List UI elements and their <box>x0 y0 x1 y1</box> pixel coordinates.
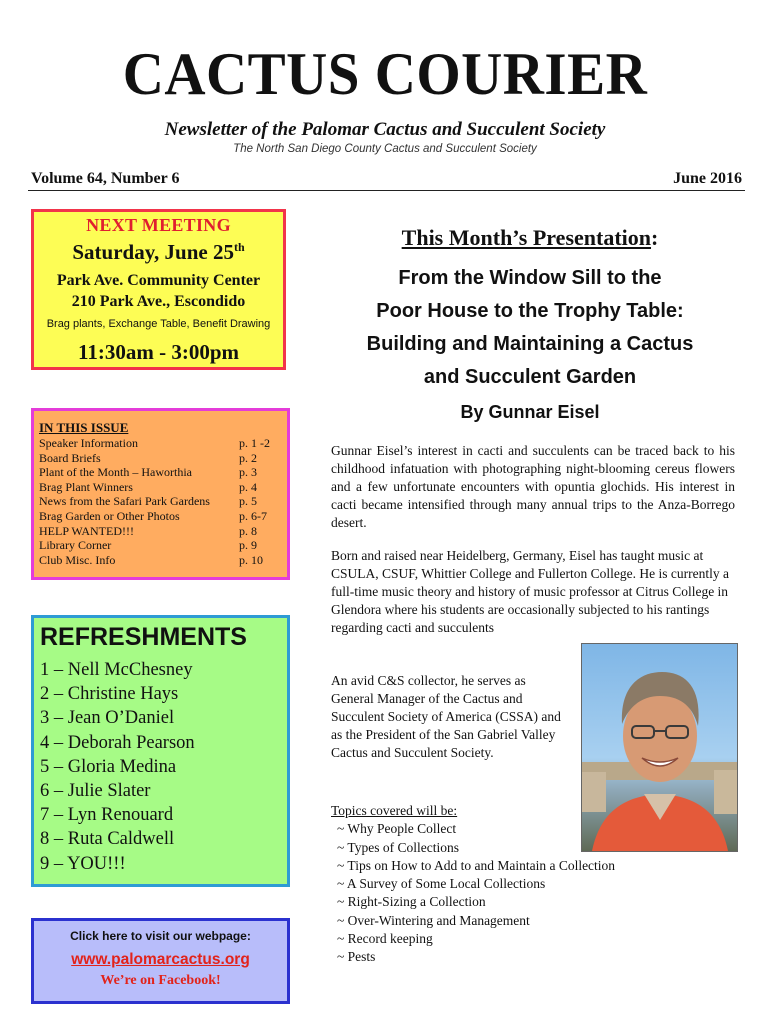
newsletter-title: CACTUS COURIER <box>122 41 648 107</box>
presentation-title <box>330 262 730 394</box>
website-link[interactable]: www.palomarcactus.org <box>71 951 250 968</box>
facebook-link[interactable]: We’re on Facebook! <box>100 973 221 988</box>
topics-heading: Topics covered will be: <box>331 803 458 818</box>
toc-row <box>39 494 287 509</box>
refreshments-box <box>31 615 290 887</box>
volume-number: Volume 64, Number 6 <box>31 170 180 187</box>
toc-item-title: Library Corner <box>39 538 112 553</box>
meeting-time: 11:30am - 3:00pm <box>78 340 239 364</box>
topic-item: ~ Types of Collections <box>337 839 459 855</box>
refreshment-volunteer: 8 – Ruta Caldwell <box>40 829 175 850</box>
table-of-contents <box>39 436 287 567</box>
refreshment-volunteer: 2 – Christine Hays <box>40 684 179 705</box>
toc-item-page: p. 3 <box>239 465 257 480</box>
toc-item-page: p. 2 <box>239 450 257 465</box>
topic-item: ~ Record keeping <box>337 931 433 947</box>
webpage-label: Click here to visit our webpage: <box>70 929 251 943</box>
toc-item-title: Board Briefs <box>39 450 101 465</box>
meeting-venue <box>34 270 283 312</box>
next-meeting-heading: NEXT MEETING <box>86 215 231 235</box>
newsletter-tagline: The North San Diego County Cactus and Succulent Society <box>233 143 537 155</box>
presentation-title-line: Poor House to the Trophy Table: <box>376 300 684 322</box>
toc-item-page: p. 10 <box>239 552 263 567</box>
toc-item-page: p. 4 <box>239 479 257 494</box>
toc-item-page: p. 6-7 <box>239 508 267 523</box>
meeting-extras: Brag plants, Exchange Table, Benefit Drawing <box>46 318 271 330</box>
toc-item-page: p. 8 <box>239 523 257 538</box>
refreshment-volunteer: 7 – Lyn Renouard <box>40 805 174 826</box>
topic-item: ~ Over-Wintering and Management <box>337 912 530 928</box>
toc-item-page: p. 5 <box>239 494 257 509</box>
refreshment-volunteer: 1 – Nell McChesney <box>40 660 193 680</box>
venue-address: 210 Park Ave., Escondido <box>71 293 246 310</box>
webpage-box <box>31 918 290 1004</box>
toc-row <box>39 465 287 480</box>
meeting-date <box>34 240 283 265</box>
toc-row <box>39 436 287 451</box>
refreshments-list <box>40 658 287 876</box>
toc-item-title: Speaker Information <box>39 436 138 450</box>
presentation-author: By Gunnar Eisel <box>460 402 600 422</box>
refreshments-heading: REFRESHMENTS <box>40 623 247 651</box>
topic-item: ~ A Survey of Some Local Collections <box>337 876 546 892</box>
bio-paragraph: An avid C&S collector, he serves as General Manager of the Cactus and Succulent Society of America (CSSA) and as the President of the San Gabriel Valley Cactus and Succulent Society. <box>331 673 561 760</box>
toc-row <box>39 538 287 553</box>
toc-row <box>39 524 287 539</box>
toc-item-page: p. 9 <box>239 538 257 553</box>
topic-item: ~ Why People Collect <box>337 821 457 837</box>
presentation-heading <box>330 225 730 251</box>
next-meeting-box <box>31 209 286 370</box>
topic-item: ~ Right-Sizing a Collection <box>337 894 486 910</box>
in-this-issue-heading: IN THIS ISSUE <box>39 420 129 435</box>
topics-list <box>331 802 615 967</box>
meeting-date-suffix: th <box>233 240 245 254</box>
topic-item: ~ Pests <box>337 949 376 965</box>
toc-item-title: Brag Garden or Other Photos <box>39 508 180 523</box>
presentation-heading-colon: : <box>651 225 659 250</box>
refreshment-volunteer: 6 – Julie Slater <box>40 781 151 802</box>
toc-item-title: Brag Plant Winners <box>39 479 133 494</box>
toc-item-title: News from the Safari Park Gardens <box>39 494 210 509</box>
presentation-title-line: From the Window Sill to the <box>398 267 662 289</box>
venue-name: Park Ave. Community Center <box>56 272 261 289</box>
toc-row <box>39 509 287 524</box>
bio-paragraph: Born and raised near Heidelberg, Germany, Eisel has taught music at CSULA, CSUF, Whittier College and Fullerton College. He is currently a full-time music theory and history of music professor at Citrus College in Glendora where his students are occasionally subjected to his rantings regarding cacti and succulents <box>331 548 729 635</box>
toc-row <box>39 480 287 495</box>
presentation-title-line: Building and Maintaining a Cactus <box>366 333 694 355</box>
toc-row <box>39 451 287 466</box>
toc-item-page: p. 1 -2 <box>239 436 270 450</box>
refreshment-volunteer: 3 – Jean O’Daniel <box>40 708 175 729</box>
toc-item-title: HELP WANTED!!! <box>39 523 134 538</box>
refreshment-volunteer: 9 – YOU!!! <box>40 853 126 874</box>
newsletter-subtitle: Newsletter of the Palomar Cactus and Succulent Society <box>164 119 606 140</box>
topic-item: ~ Tips on How to Add to and Maintain a Collection <box>337 857 616 873</box>
refreshment-volunteer: 4 – Deborah Pearson <box>40 732 195 753</box>
issue-date: June 2016 <box>673 170 742 187</box>
refreshment-volunteer: 5 – Gloria Medina <box>40 756 177 777</box>
in-this-issue-box <box>31 408 290 580</box>
presentation-title-line: and Succulent Garden <box>423 366 637 388</box>
presentation-heading-text: This Month’s Presentation <box>401 225 652 250</box>
bio-paragraph: Gunnar Eisel’s interest in cacti and succulents can be traced back to his childhood infatuation with photographing night-blooming cereus flowers and a few unfortunate encounters with opuntia glochids. His interest in cacti became intensified through many annual trips to the Anza-Borrego desert. <box>331 443 735 530</box>
header-divider <box>28 190 745 191</box>
topics-items <box>331 820 615 966</box>
toc-row <box>39 553 287 568</box>
toc-item-title: Club Misc. Info <box>39 552 116 567</box>
meeting-date-text: Saturday, June 25 <box>72 240 234 264</box>
toc-item-title: Plant of the Month – Haworthia <box>39 465 192 480</box>
